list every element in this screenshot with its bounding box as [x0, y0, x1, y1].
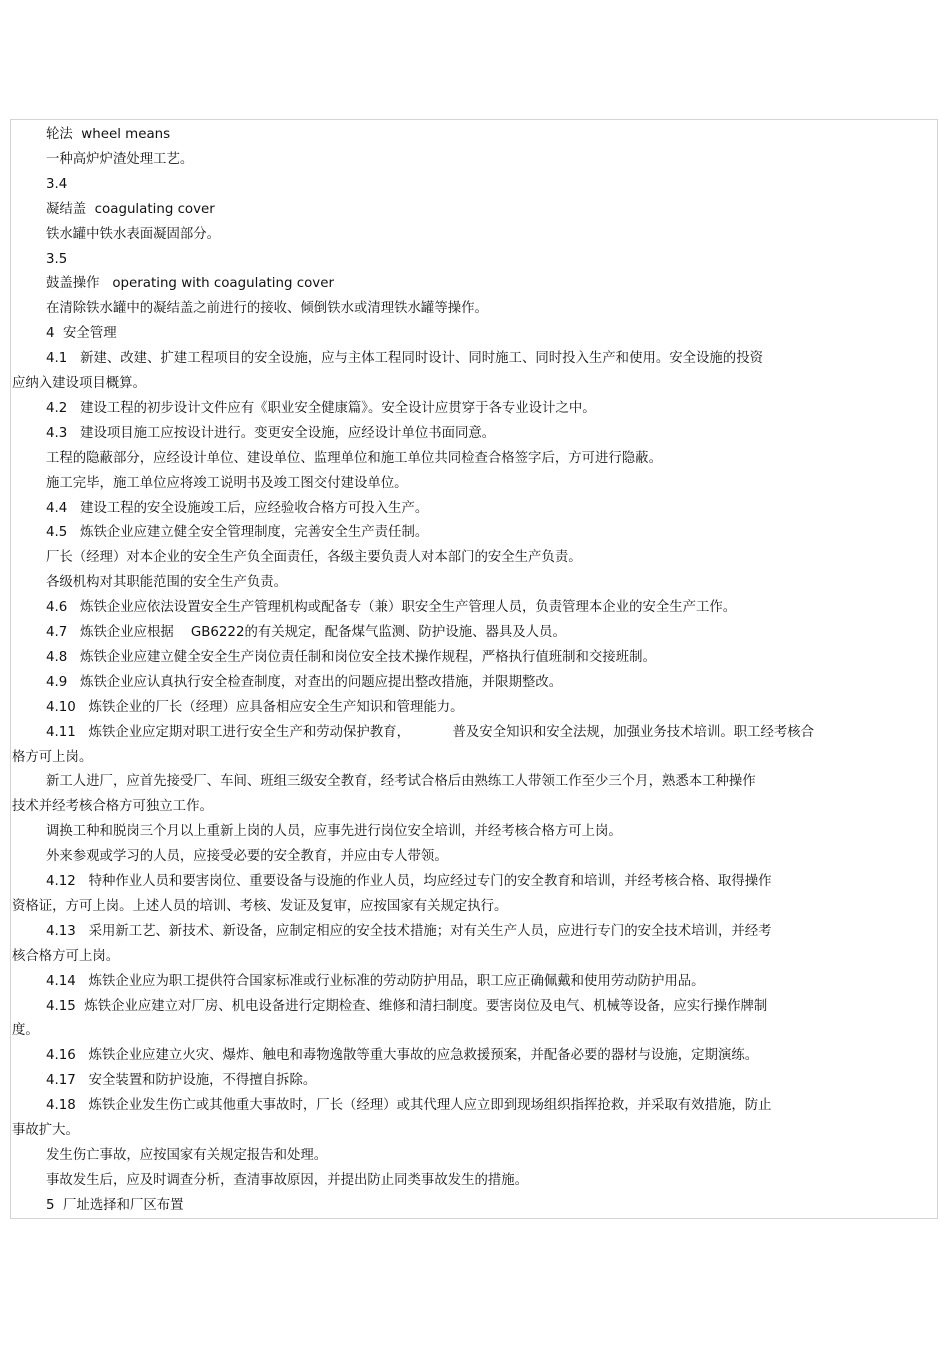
- text-line: 4.3 建设项目施工应按设计进行。变更安全设施，应经设计单位书面同意。: [46, 425, 496, 441]
- text-line: 4.15 炼铁企业应建立对厂房、机电设备进行定期检查、维修和清扫制度。要害岗位及电气、机械等设备，应实行操作牌制: [46, 998, 768, 1014]
- text-line: 外来参观或学习的人员，应接受必要的安全教育，并应由专人带领。: [46, 849, 448, 865]
- text-line: 4.17 安全装置和防护设施，不得擅自拆除。: [46, 1073, 317, 1089]
- text-line: 5 厂址选择和厂区布置: [46, 1197, 184, 1213]
- text-line: 4.9 炼铁企业应认真执行安全检查制度，对查出的问题应提出整改措施，并限期整改。: [46, 674, 563, 690]
- text-line: 新工人进厂，应首先接受厂、车间、班组三级安全教育，经考试合格后由熟练工人带领工作至少三个月，熟悉本工种操作: [46, 774, 756, 790]
- text-line: 4.16 炼铁企业应建立火灾、爆炸、触电和毒物逸散等重大事故的应急救援预案，并配备必要的器材与设施，定期演练。: [46, 1048, 759, 1064]
- text-line: 发生伤亡事故，应按国家有关规定报告和处理。: [46, 1147, 328, 1163]
- text-line: 4.12 特种作业人员和要害岗位、重要设备与设施的作业人员，均应经过专门的安全教育和培训，并经考核合格、取得操作: [46, 874, 772, 889]
- text-line: 3.4: [46, 176, 68, 192]
- text-line: 4.11 炼铁企业应定期对职工进行安全生产和劳动保护教育， 普及安全知识和安全法规，加强业务技术培训。职工经考核合: [46, 724, 815, 740]
- text-line: 铁水罐中铁水表面凝固部分。: [46, 226, 221, 242]
- text-line: 4.4 建设工程的安全设施竣工后，应经验收合格方可投入生产。: [46, 500, 429, 516]
- text-line: 应纳入建设项目概算。: [12, 376, 146, 391]
- text-line: 4.8 炼铁企业应建立健全安全生产岗位责任制和岗位安全技术操作规程，严格执行值班制和交接班制。: [46, 649, 656, 665]
- text-line: 在清除铁水罐中的凝结盖之前进行的接收、倾倒铁水或清理铁水罐等操作。: [46, 301, 488, 317]
- text-line: 格方可上岗。: [12, 749, 93, 765]
- text-line: 工程的隐蔽部分，应经设计单位、建设单位、监理单位和施工单位共同检查合格签字后，方可进行隐蔽。: [46, 450, 662, 466]
- text-line: 技术并经考核合格方可独立工作。: [12, 799, 213, 815]
- text-line: 3.5: [46, 251, 68, 267]
- text-line: 资格证，方可上岗。上述人员的培训、考核、发证及复审，应按国家有关规定执行。: [12, 898, 508, 914]
- text-line: 度。: [12, 1023, 39, 1039]
- text-line: 4.5 炼铁企业应建立健全安全管理制度，完善安全生产责任制。: [46, 525, 429, 541]
- text-line: 施工完毕，施工单位应将竣工说明书及竣工图交付建设单位。: [46, 475, 408, 491]
- text-line: 调换工种和脱岗三个月以上重新上岗的人员，应事先进行岗位安全培训，并经考核合格方可上岗。: [46, 824, 622, 840]
- text-line: 4.10 炼铁企业的厂长（经理）应具备相应安全生产知识和管理能力。: [46, 699, 464, 715]
- text-line: 4.2 建设工程的初步设计文件应有《职业安全健康篇》。安全设计应贯穿于各专业设计之中。: [46, 400, 596, 416]
- text-line: 各级机构对其职能范围的安全生产负责。: [46, 575, 288, 591]
- text-line: 4 安全管理: [46, 326, 117, 342]
- text-line: 鼓盖操作 operating with coagulating cover: [46, 276, 334, 292]
- text-line: 4.6 炼铁企业应依法设置安全生产管理机构或配备专（兼）职安全生产管理人员，负责管理本企业的安全生产工作。: [46, 600, 737, 616]
- text-line: 一种高炉炉渣处理工艺。: [46, 151, 194, 167]
- text-line: 凝结盖 coagulating cover: [46, 201, 215, 217]
- text-line: 轮法 wheel means: [46, 127, 171, 142]
- text-line: 4.18 炼铁企业发生伤亡或其他重大事故时，厂长（经理）或其代理人应立即到现场组织指挥抢救，并采取有效措施，防止: [46, 1098, 772, 1114]
- text-line: 4.13 采用新工艺、新技术、新设备，应制定相应的安全技术措施；对有关生产人员，应进行专门的安全技术培训，并经考: [46, 923, 772, 939]
- text-line: 事故发生后，应及时调查分析，查清事故原因，并提出防止同类事故发生的措施。: [46, 1172, 529, 1188]
- text-line: 事故扩大。: [12, 1123, 79, 1138]
- text-line: 核合格方可上岗。: [12, 948, 120, 964]
- text-line: 4.14 炼铁企业应为职工提供符合国家标准或行业标准的劳动防护用品，职工应正确佩戴和使用劳动防护用品。: [46, 973, 705, 989]
- text-line: 4.1 新建、改建、扩建工程项目的安全设施，应与主体工程同时设计、同时施工、同时投入生产和使用。安全设施的投资: [46, 351, 763, 367]
- text-line: 厂长（经理）对本企业的安全生产负全面责任，各级主要负责人对本部门的安全生产负责。: [46, 550, 582, 566]
- text-line: 4.7 炼铁企业应根据 GB6222的有关规定，配备煤气监测、防护设施、器具及人员。: [46, 625, 566, 640]
